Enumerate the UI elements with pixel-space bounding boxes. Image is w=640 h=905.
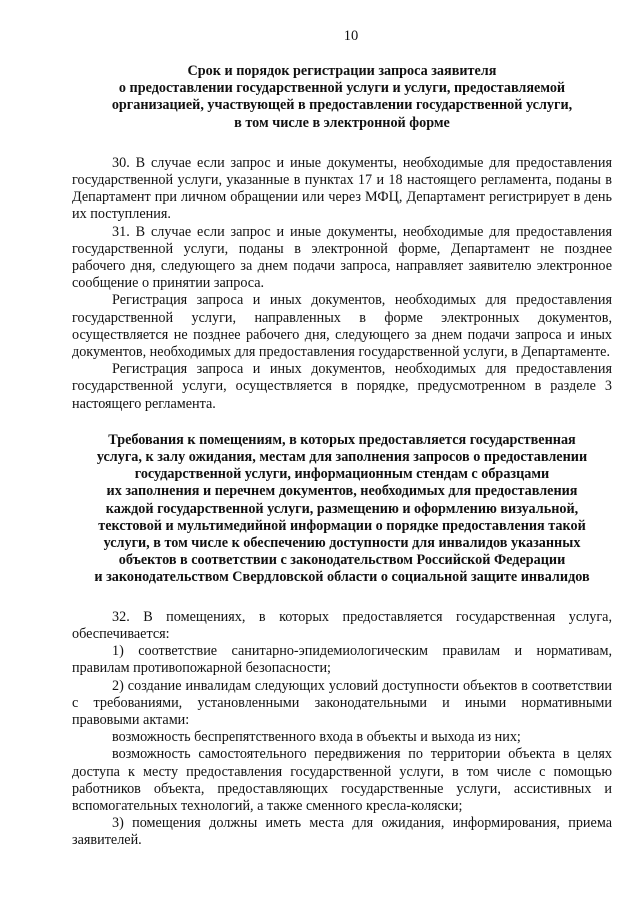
heading-line: услуги, в том числе к обеспечению доступности для инвалидов указанных (103, 535, 581, 552)
paragraph-32: 32. В помещениях, в которых предоставляется государственная услуга, обеспечивается: (72, 608, 612, 642)
heading-line: текстовой и мультимедийной информации о порядке предоставления такой (98, 517, 586, 534)
list-item-1: 1) соответствие санитарно-эпидемиологическим правилам и нормативам, правилам противопожарной безопасности; (72, 643, 612, 677)
section-heading-registration (72, 63, 612, 132)
paragraph: Регистрация запроса и иных документов, необходимых для предоставления государственной услуги, осуществляется в порядке, предусмотренном в разделе 3 настоящего регламента. (72, 361, 612, 412)
list-item-3: 3) помещения должны иметь места для ожидания, информирования, приема заявителей. (72, 815, 612, 849)
heading-line: о предоставлении государственной услуги и услуги, предоставляемой (118, 80, 566, 97)
heading-line: объектов в соответствии с законодательством Российской Федерации (118, 552, 566, 569)
heading-line: государственной услуги, информационным стендам с образцами (134, 466, 550, 483)
section-heading-premises (72, 432, 612, 587)
heading-line: каждой государственной услуги, размещению и оформлению визуальной, (105, 500, 579, 517)
section-body-premises (72, 609, 612, 850)
paragraph-30: 30. В случае если запрос и иные документы, необходимые для предоставления государственной услуги, указанные в пунктах 17 и 18 настоящего регламента, поданы в Департамент при личном обращении или через МФЦ, Департамент регистрирует в день их поступления. (72, 154, 612, 223)
sub-item-movement: возможность самостоятельного передвижения по территории объекта в целях доступа к месту предоставления государственной услуги, в том числе с помощью работников объекта, предоставляющих государственные услуги, ассистивных и вспомогательных технологий, а также сменного кресла-коляски; (72, 746, 612, 814)
heading-line: их заполнения и перечнем документов, необходимых для предоставления (106, 483, 578, 500)
section-body-registration (72, 155, 612, 413)
paragraph: Регистрация запроса и иных документов, необходимых для предоставления государственной услуги, направленных в форме электронных документов, осуществляется не позднее рабочего дня, следующего за днем подачи запроса и иных документов, необходимых для предоставления государственной услуги, в Департаменте. (72, 292, 612, 361)
heading-line: и законодательством Свердловской области о социальной защите инвалидов (94, 569, 590, 586)
sub-item-entry: возможность беспрепятственного входа в объекты и выхода из них; (112, 729, 521, 746)
heading-line: услуга, к залу ожидания, местам для заполнения запросов о предоставлении (96, 449, 588, 466)
heading-line: Требования к помещениям, в которых предоставляется государственная (108, 431, 576, 448)
heading-line: организацией, участвующей в предоставлении государственной услуги, (111, 97, 573, 114)
paragraph-31: 31. В случае если запрос и иные документы, необходимые для предоставления государственной услуги, поданы в электронной форме, Департамент не позднее рабочего дня, следующего за днем подачи запроса, направляет заявителю электронное сообщение о принятии запроса. (72, 223, 612, 292)
heading-line: в том числе в электронной форме (234, 114, 450, 131)
page-number: 10 (343, 28, 359, 44)
heading-line: Срок и порядок регистрации запроса заявителя (187, 63, 497, 79)
list-item-2: 2) создание инвалидам следующих условий доступности объектов в соответствии с требованиями, установленными законодательными и иными нормативными правовыми актами: (72, 677, 612, 728)
